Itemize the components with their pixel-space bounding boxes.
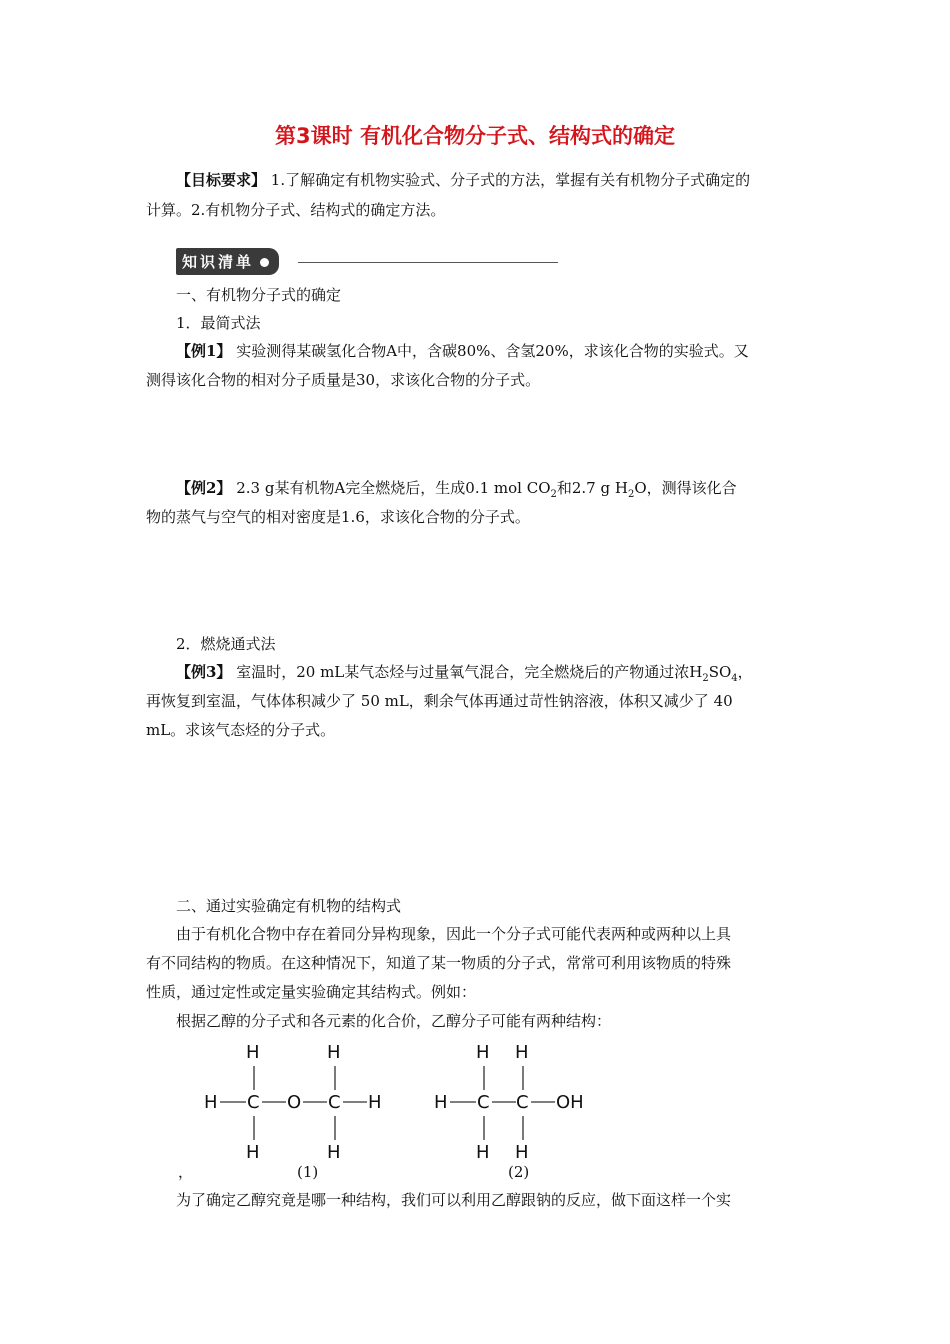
part1-heading: 一、有机物分子式的确定 xyxy=(176,286,342,304)
page-title: 第3课时 有机化合物分子式、结构式的确定 xyxy=(275,124,675,148)
section-tag xyxy=(176,248,279,275)
part2-para-line-2: 有不同结构的物质。在这种情况下，知道了某一物质的分子式，常常可利用该物质的特殊 xyxy=(146,954,732,972)
diagram-comma: ， xyxy=(178,1163,194,1181)
subscript-2: 2 xyxy=(702,673,709,684)
atom-h: H xyxy=(327,1142,341,1163)
bullet-icon xyxy=(260,258,269,267)
group-oh: OH xyxy=(556,1092,584,1113)
example-2-text-a: 2.3 g某有机物A完全燃烧后，生成0.1 mol CO xyxy=(236,479,551,497)
section-tag-text: 知识清单 xyxy=(182,253,255,271)
atom-h: H xyxy=(368,1092,382,1113)
atom-h: H xyxy=(204,1092,218,1113)
structure-2 xyxy=(434,1042,584,1163)
atom-h: H xyxy=(515,1042,529,1063)
example-2-label: 【例2】 xyxy=(176,479,232,497)
example-3-line-3: mL。求该气态烃的分子式。 xyxy=(146,721,336,739)
section-divider xyxy=(298,262,558,263)
atom-o: O xyxy=(287,1092,302,1113)
part2-para-line-1: 由于有机化合物中存在着同分异构现象，因此一个分子式可能代表两种或两种以上具 xyxy=(176,925,732,943)
atom-h: H xyxy=(246,1142,260,1163)
example-3-line-2: 再恢复到室温，气体体积减少了 50 mL，剩余气体再通过苛性钠溶液，体积又减少了 40 xyxy=(146,692,733,710)
objective-line-1 xyxy=(176,166,750,194)
example-1-line-1 xyxy=(176,337,749,365)
example-1-text-1: 实验测得某碳氢化合物A中，含碳80%、含氢20%，求该化合物的实验式。又 xyxy=(236,342,749,360)
subscript-2: 2 xyxy=(550,489,557,500)
subscript-2: 2 xyxy=(627,489,635,500)
example-1-label: 【例1】 xyxy=(176,342,232,360)
ethanol-structures-diagram xyxy=(190,1036,610,1186)
subscript-4: 4 xyxy=(731,673,738,684)
example-2-line-2: 物的蒸气与空气的相对密度是1.6，求该化合物的分子式。 xyxy=(146,508,530,526)
example-3-text-a: 室温时，20 mL某气态烃与过量氧气混合，完全燃烧后的产物通过浓H xyxy=(236,663,703,681)
atom-c: C xyxy=(247,1092,260,1113)
atom-c: C xyxy=(516,1092,529,1113)
example-1-line-2: 测得该化合物的相对分子质量是30，求该化合物的分子式。 xyxy=(146,371,541,389)
example-2-text-c: O，测得该化合 xyxy=(634,479,737,497)
part2-para-line-5: 为了确定乙醇究竟是哪一种结构，我们可以利用乙醇跟钠的反应，做下面这样一个实 xyxy=(176,1191,732,1209)
comma: ， xyxy=(737,663,753,681)
atom-c: C xyxy=(477,1092,490,1113)
objective-label: 【目标要求】 xyxy=(176,171,267,189)
atom-h: H xyxy=(246,1042,260,1063)
example-3-label: 【例3】 xyxy=(176,663,232,681)
part1-sub1: 1．最简式法 xyxy=(176,314,261,332)
part1-sub2: 2．燃烧通式法 xyxy=(176,635,276,653)
atom-h: H xyxy=(476,1142,490,1163)
structure-1-label: (1) xyxy=(297,1163,319,1181)
part2-heading: 二、通过实验确定有机物的结构式 xyxy=(176,897,402,915)
structure-1 xyxy=(204,1042,382,1163)
part2-para-line-3: 性质，通过定性或定量实验确定其结构式。例如： xyxy=(146,983,477,1001)
atom-h: H xyxy=(515,1142,529,1163)
atom-h: H xyxy=(476,1042,490,1063)
example-2-text-b: 和2.7 g H xyxy=(556,479,628,497)
section-header xyxy=(176,248,279,275)
structure-2-label: (2) xyxy=(508,1163,530,1181)
objective-line-2: 计算。2.有机物分子式、结构式的确定方法。 xyxy=(146,201,446,219)
example-3-text-b: SO xyxy=(708,663,732,681)
atom-h: H xyxy=(434,1092,448,1113)
atom-c: C xyxy=(328,1092,341,1113)
objective-text-1: 1.了解确定有机物实验式、分子式的方法，掌握有关有机物分子式确定的 xyxy=(270,171,751,189)
part2-para-line-4: 根据乙醇的分子式和各元素的化合价，乙醇分子可能有两种结构： xyxy=(176,1012,612,1030)
atom-h: H xyxy=(327,1042,341,1063)
